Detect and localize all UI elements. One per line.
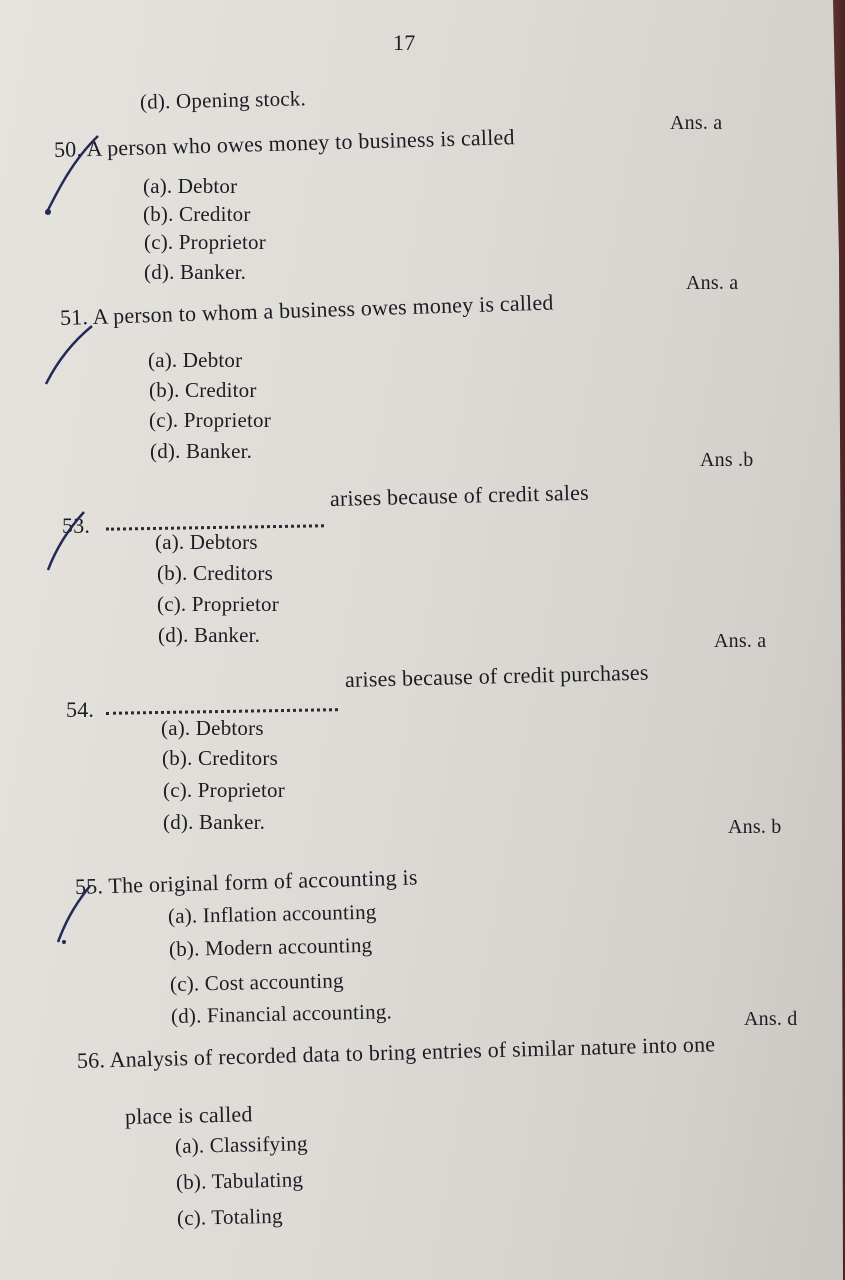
option: (d). Banker. — [163, 810, 266, 834]
option: (c). Proprietor — [144, 230, 266, 254]
answer: Ans. b — [728, 816, 782, 838]
option: (a). Debtor — [148, 348, 243, 372]
page-edge-shadow — [805, 0, 845, 1280]
question-text: arises because of credit purchases — [344, 659, 649, 692]
option: (b). Creditors — [162, 746, 278, 770]
option: (b). Creditor — [149, 378, 257, 402]
option: (d). Financial accounting. — [170, 999, 393, 1028]
question-number: 54. — [66, 697, 95, 722]
question-number: 50. — [53, 136, 83, 162]
question-text: Analysis of recorded data to bring entries of similar nature into one — [109, 1031, 716, 1073]
option: (b). Creditors — [157, 561, 273, 585]
option: (a). Debtor — [143, 174, 238, 198]
question-text: arises because of credit sales — [329, 479, 590, 511]
option: (d). Banker. — [158, 623, 261, 647]
question-text-line2: place is called — [124, 1101, 253, 1129]
option: (c). Proprietor — [163, 778, 285, 802]
option: (b). Modern accounting — [168, 932, 373, 961]
question-number: 51. — [59, 304, 89, 330]
question-number: 55. — [74, 873, 104, 899]
option: (c). Totaling — [176, 1203, 283, 1230]
pen-tick-mark — [50, 880, 100, 950]
question-number: 53. — [62, 513, 91, 538]
question-number: 56. — [76, 1047, 106, 1073]
option: (d). Banker. — [150, 439, 253, 463]
option: (a). Debtors — [161, 716, 264, 740]
option: (a). Debtors — [155, 530, 258, 554]
answer: Ans. a — [714, 630, 767, 652]
page-number: 17 — [393, 30, 416, 55]
pen-tick-mark — [38, 130, 108, 220]
option: (b). Tabulating — [175, 1167, 304, 1194]
option: (b). Creditor — [143, 202, 251, 226]
fill-blank-line — [106, 708, 338, 715]
answer: Ans. a — [686, 272, 739, 294]
option: (d). Banker. — [144, 260, 247, 284]
option: (c). Proprietor — [157, 592, 279, 616]
question-text: A person to whom a business owes money is called — [92, 289, 554, 329]
carry-over-answer: Ans. a — [670, 112, 723, 134]
option: (a). Inflation accounting — [167, 899, 377, 928]
pen-tick-mark — [40, 320, 100, 390]
pen-tick-mark — [42, 506, 92, 576]
question-text: A person who owes money to business is called — [86, 124, 515, 162]
question-text: The original form of accounting is — [108, 864, 418, 899]
option: (c). Cost accounting — [169, 968, 344, 996]
option: (c). Proprietor — [149, 408, 271, 432]
carry-over-option: (d). Opening stock. — [139, 86, 307, 114]
answer: Ans. d — [744, 1008, 798, 1030]
answer: Ans .b — [700, 449, 754, 471]
option: (a). Classifying — [174, 1131, 308, 1158]
